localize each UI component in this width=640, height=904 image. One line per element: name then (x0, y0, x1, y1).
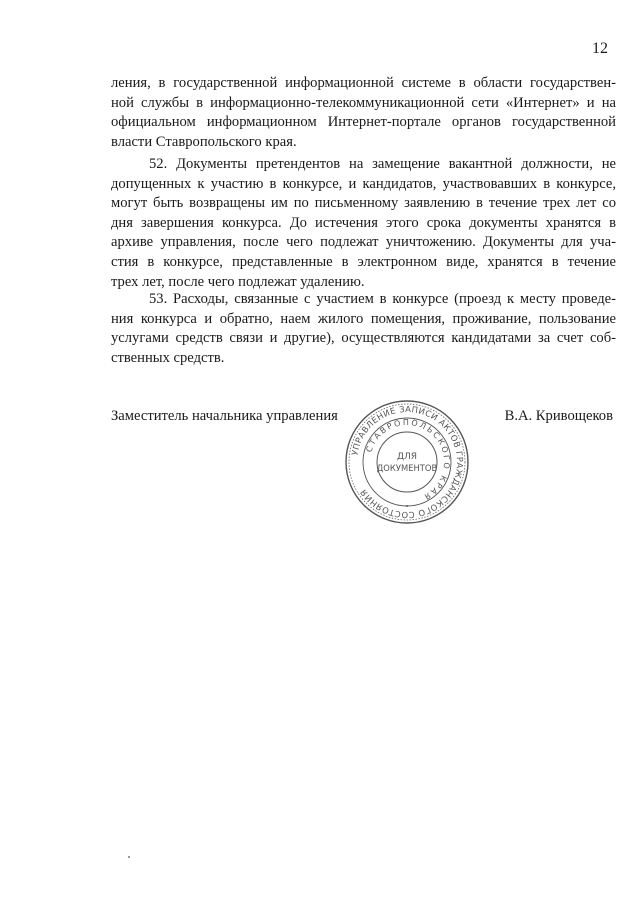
stamp-inner-text: СТАВРОПОЛЬСКОГО КРАЯ (364, 417, 452, 503)
signer-name: В.А. Кривощеков (504, 408, 613, 424)
official-stamp (343, 398, 471, 526)
text-line: ния конкурса и обратно, наем жилого помещения, проживание, пользование (111, 310, 616, 327)
text-line: 53. Расходы, связанные с участием в конкурсе (проезд к месту проведе- (149, 291, 616, 307)
text-line: трех лет, после чего подлежат удалению. (111, 273, 365, 290)
text-line: официальном информационном Интернет-портале органов государственной (111, 114, 616, 131)
text-line: власти Ставропольского края. (111, 133, 297, 150)
text-line: ной службы в информационно-телекоммуникационной сети «Интернет» и на (111, 94, 616, 111)
stamp-outer-text: УПРАВЛЕНИЕ ЗАПИСИ АКТОВ ГРАЖДАНСКОГО СОСТОЯНИЯ (349, 403, 466, 521)
paragraph-continuation (111, 74, 616, 152)
text-line: могут быть возвращены им по письменному заявлению в течение трех лет со (111, 195, 616, 212)
text-line: 52. Документы претендентов на замещение вакантной должности, не (149, 156, 616, 172)
page-number: 12 (592, 40, 608, 57)
text-line: допущенных к участию в конкурсе, и кандидатов, участвовавших в конкурсе, (111, 175, 616, 192)
text-line: дня завершения конкурса. До истечения этого срока документы хранятся в (111, 214, 616, 231)
stamp-center-line-1: ДЛЯ (396, 452, 418, 462)
text-line: услугами средств связи и другие), осуществляются кандидатами за счет соб- (111, 330, 616, 347)
paragraph-53 (111, 290, 616, 368)
scan-speck (128, 856, 130, 858)
paragraph-52 (111, 155, 616, 292)
stamp-center-line-2: ДОКУМЕНТОВ (376, 463, 438, 473)
signer-title: Заместитель начальника управления (111, 408, 338, 424)
text-line: ственных средств. (111, 349, 225, 366)
text-line: архиве управления, после чего подлежат уничтожению. Документы для уча- (111, 234, 616, 251)
text-line: ления, в государственной информационной системе в области государствен- (111, 75, 616, 91)
text-line: стия в конкурсе, представленные в электронном виде, хранятся в течение (111, 253, 616, 270)
